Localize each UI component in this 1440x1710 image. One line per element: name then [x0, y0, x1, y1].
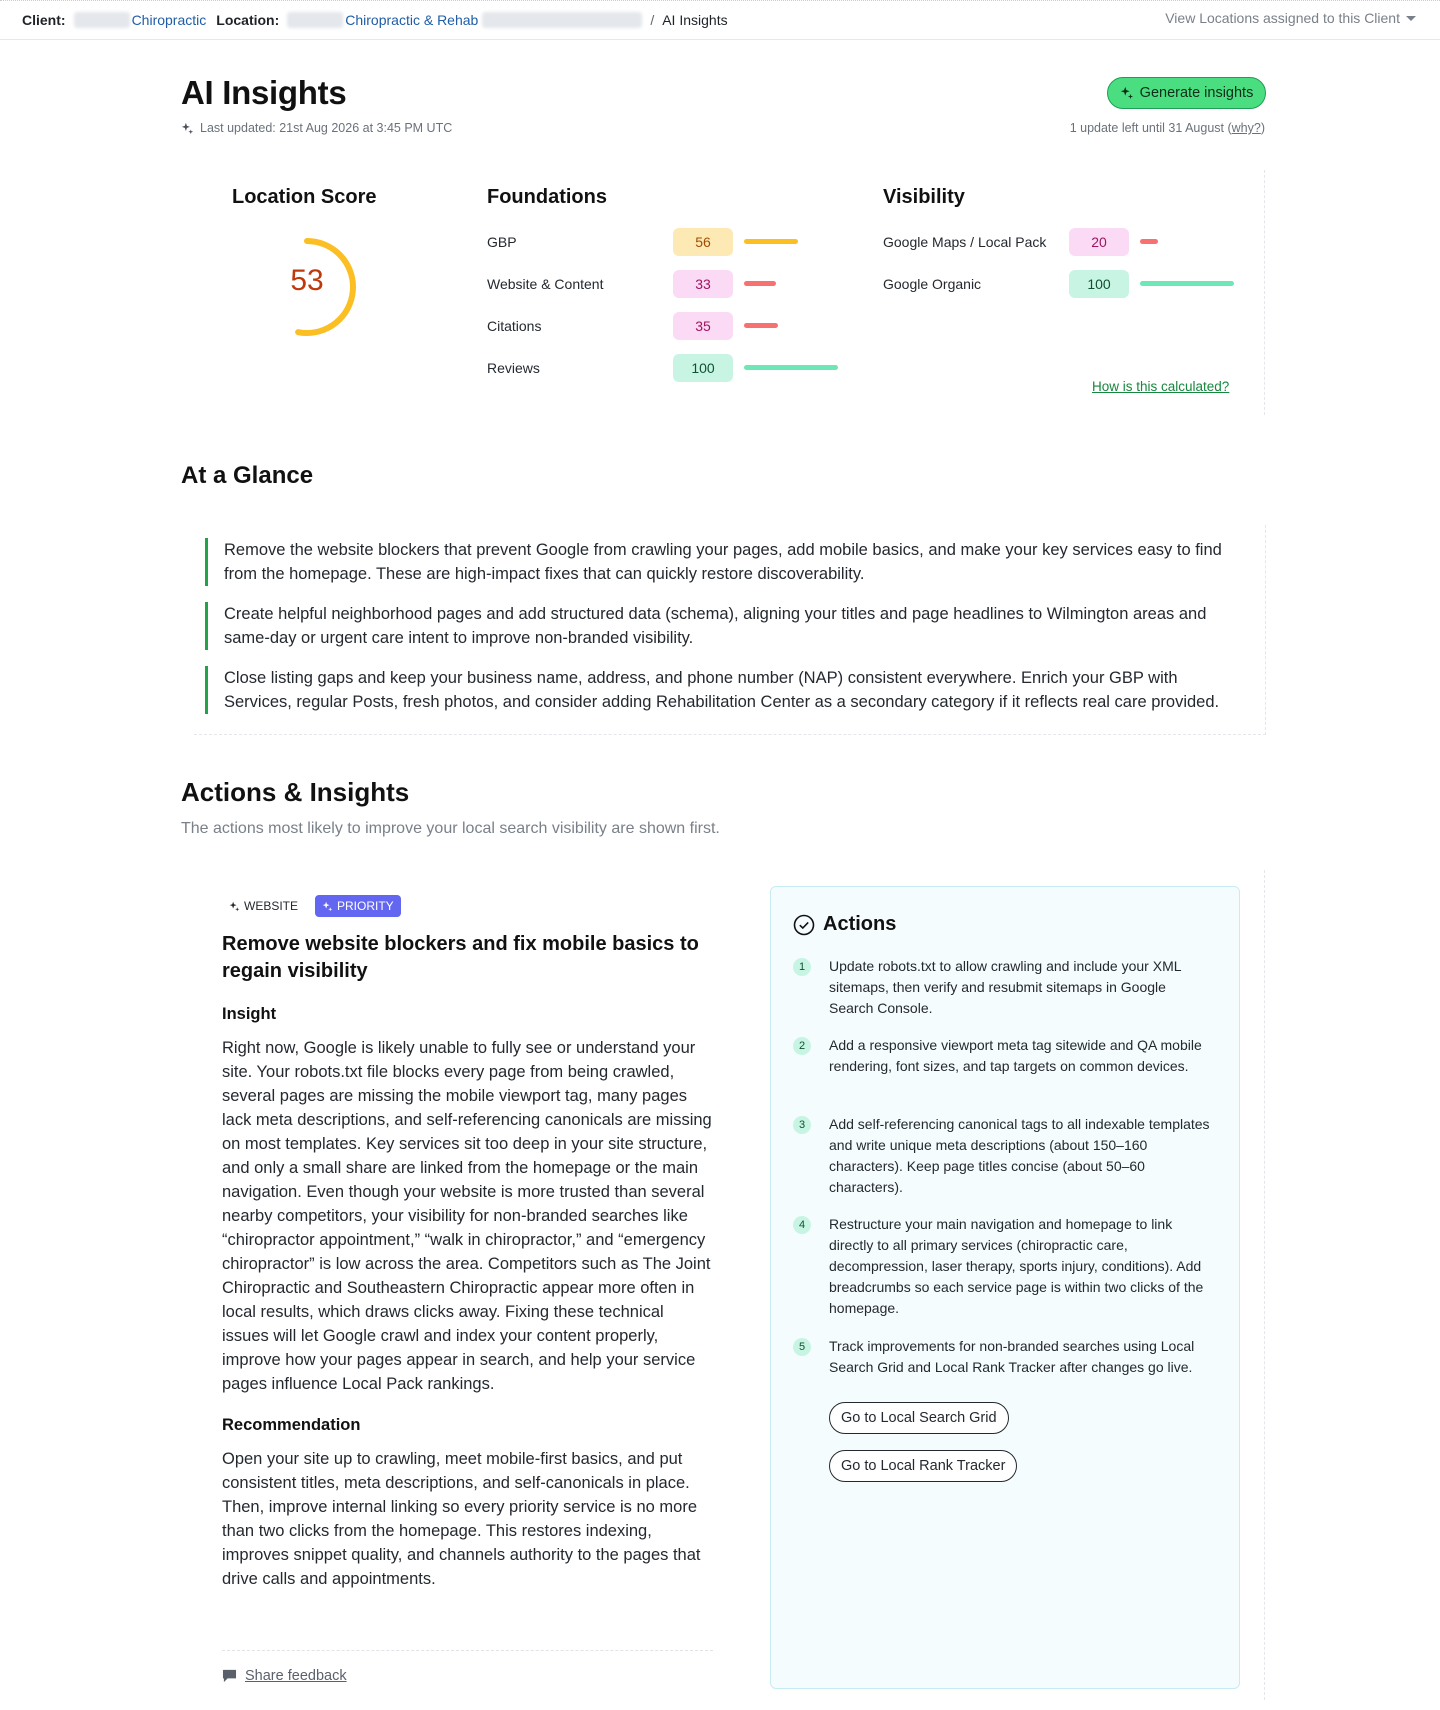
client-label: Client:	[22, 12, 66, 28]
sparkle-icon	[181, 122, 194, 135]
local-rank-tracker-button[interactable]: Go to Local Rank Tracker	[829, 1450, 1017, 1482]
visibility-bar	[1140, 239, 1158, 244]
action-step	[793, 1336, 1213, 1378]
last-updated	[181, 121, 452, 135]
actions-title: Actions	[823, 913, 897, 935]
client-link[interactable]: Chiropractic	[131, 12, 207, 28]
action-step	[793, 1214, 1213, 1319]
foundation-row-reviews	[487, 353, 847, 383]
step-number: 2	[793, 1037, 811, 1055]
check-circle-icon	[793, 914, 815, 936]
top-bar	[0, 0, 1440, 40]
breadcrumb-separator: /	[650, 12, 655, 28]
view-locations-label: View Locations assigned to this Client	[1165, 10, 1400, 26]
foundation-score: 35	[673, 312, 733, 340]
visibility-score: 20	[1069, 228, 1129, 256]
foundation-score: 33	[673, 270, 733, 298]
view-locations-dropdown[interactable]	[1165, 10, 1416, 26]
foundation-score: 56	[673, 228, 733, 256]
location-score-title: Location Score	[232, 186, 377, 208]
visibility-name: Google Maps / Local Pack	[883, 234, 1047, 250]
generate-insights-button[interactable]	[1107, 77, 1266, 109]
at-a-glance-title: At a Glance	[181, 462, 314, 489]
insight-heading: Insight	[222, 1005, 277, 1023]
visibility-row-maps	[883, 227, 1243, 257]
insight-text: Right now, Google is likely unable to fully see or understand your site. Your robots.txt file blocks every page from being crawled, several pages are missing the mobile viewport tag, many pages lack meta descriptions, and self-referencing canonicals are missing on most templates. Key services sit too deep in your site structure, and only a small share are linked from the homepage or the main navigation. Even though your website is more trusted than several nearby competitors, your visibility for non-branded searches like “chiropractor appointment,” “walk in chiropractor,” and “emergency chiropractor” is low across the area. Competitors such as The Joint Chiropractic and Southeastern Chiropractic appear more often in local results, which draws clicks away. Fixing these technical issues will let Google crawl and index your content properly, improve how your pages appear in search, and help your service pages influence Local Pack rankings.	[222, 1039, 712, 1393]
step-number: 3	[793, 1116, 811, 1134]
insight-tags	[222, 895, 712, 917]
share-feedback-link[interactable]	[222, 1668, 347, 1684]
foundation-score: 100	[673, 354, 733, 382]
breadcrumb-current: AI Insights	[662, 12, 728, 28]
foundation-name: Website & Content	[487, 276, 604, 292]
step-number: 5	[793, 1338, 811, 1356]
foundation-row-citations	[487, 311, 847, 341]
visibility-name: Google Organic	[883, 276, 982, 292]
client-name-redacted	[74, 12, 130, 28]
actions-card	[770, 886, 1240, 1689]
glance-item: Create helpful neighborhood pages and add structured data (schema), aligning your titles and page headlines to Wilmington areas and same-day or urgent care intent to improve non-branded visibility.	[205, 602, 1240, 650]
action-step	[793, 1114, 1213, 1198]
card-divider	[222, 1650, 713, 1651]
location-name-redacted	[287, 12, 343, 28]
website-tag	[222, 895, 305, 917]
page-title: AI Insights	[181, 74, 347, 111]
updates-remaining: 1 update left until 31 August (why?)	[1069, 121, 1265, 135]
step-text: Track improvements for non-branded searches using Local Search Grid and Local Rank Tracker after changes go live.	[829, 1338, 1195, 1375]
location-label: Location:	[216, 12, 280, 28]
actions-insights-title: Actions & Insights	[181, 777, 410, 807]
step-text: Update robots.txt to allow crawling and include your XML sitemaps, then verify and resubmit sitemaps in Google Search Console.	[829, 958, 1181, 1016]
how-calculated-link[interactable]: How is this calculated?	[1092, 379, 1230, 394]
actions-heading	[793, 913, 896, 936]
caret-down-icon	[1406, 16, 1416, 21]
foundation-name: Citations	[487, 318, 542, 334]
comment-icon	[222, 1669, 237, 1683]
priority-tag	[315, 895, 401, 917]
website-tag-label: WEBSITE	[244, 899, 299, 913]
step-text: Add self-referencing canonical tags to all indexable templates and write unique meta descriptions (about 150–160 characters). Keep page titles concise (about 50–60 characters).	[829, 1116, 1210, 1195]
visibility-bar	[1140, 281, 1234, 286]
foundation-name: Reviews	[487, 360, 540, 376]
location-score-value: 53	[290, 264, 324, 297]
action-step	[793, 1035, 1213, 1077]
insight-card	[222, 895, 712, 1591]
foundation-bar	[744, 239, 798, 244]
local-search-grid-button[interactable]: Go to Local Search Grid	[829, 1402, 1009, 1434]
right-rail	[1264, 870, 1265, 1700]
visibility-score: 100	[1069, 270, 1129, 298]
why-link[interactable]: why?	[1231, 121, 1261, 135]
foundation-bar	[744, 281, 776, 286]
actions-insights-subtitle: The actions most likely to improve your local search visibility are shown first.	[181, 820, 720, 837]
location-address-redacted	[482, 12, 642, 28]
foundation-bar	[744, 365, 838, 370]
last-updated-text: Last updated: 21st Aug 2026 at 3:45 PM UTC	[200, 121, 453, 135]
glance-item: Remove the website blockers that prevent Google from crawling your pages, add mobile basics, and make your key services easy to find from the homepage. These are high-impact fixes that can quickly restore discoverability.	[205, 538, 1240, 586]
foundation-row-gbp	[487, 227, 847, 257]
step-number: 4	[793, 1216, 811, 1234]
foundation-name: GBP	[487, 234, 517, 250]
foundations-title: Foundations	[487, 186, 607, 208]
glance-item: Close listing gaps and keep your business name, address, and phone number (NAP) consistent everywhere. Enrich your GBP with Services, regular Posts, fresh photos, and consider adding Rehabilitation Center as a secondary category if it reflects real care provided.	[205, 666, 1240, 714]
visibility-title: Visibility	[883, 186, 965, 208]
foundation-bar	[744, 323, 778, 328]
sparkle-icon	[322, 901, 333, 912]
priority-tag-label: PRIORITY	[337, 899, 394, 913]
share-feedback-label: Share feedback	[245, 1668, 347, 1684]
step-number: 1	[793, 958, 811, 976]
visibility-row-organic	[883, 269, 1243, 299]
generate-insights-label: Generate insights	[1139, 85, 1254, 101]
recommendation-text: Open your site up to crawling, meet mobile-first basics, and put consistent titles, meta descriptions, and self-canonicals in place. Then, improve internal linking so every priority service is no more than two clicks from the homepage. This restores indexing, improves snippet quality, and channels authority to the pages that drive calls and appointments.	[222, 1450, 701, 1588]
step-text: Restructure your main navigation and homepage to link directly to all primary services (chiropractic care, decompression, laser therapy, sports injury, conditions). Add breadcrumbs so each service page is within two clicks of the homepage.	[829, 1216, 1204, 1316]
foundation-row-website	[487, 269, 847, 299]
updates-remaining-text: 1 update left until 31 August	[1069, 121, 1224, 135]
step-text: Add a responsive viewport meta tag sitewide and QA mobile rendering, font sizes, and tap targets on common devices.	[829, 1037, 1202, 1074]
location-link[interactable]: Chiropractic & Rehab	[345, 12, 479, 28]
sparkle-icon	[229, 901, 240, 912]
sparkle-icon	[1120, 86, 1134, 100]
recommendation-heading: Recommendation	[222, 1416, 361, 1434]
action-step	[793, 956, 1213, 1019]
insight-card-title: Remove website blockers and fix mobile basics to regain visibility	[222, 933, 699, 982]
